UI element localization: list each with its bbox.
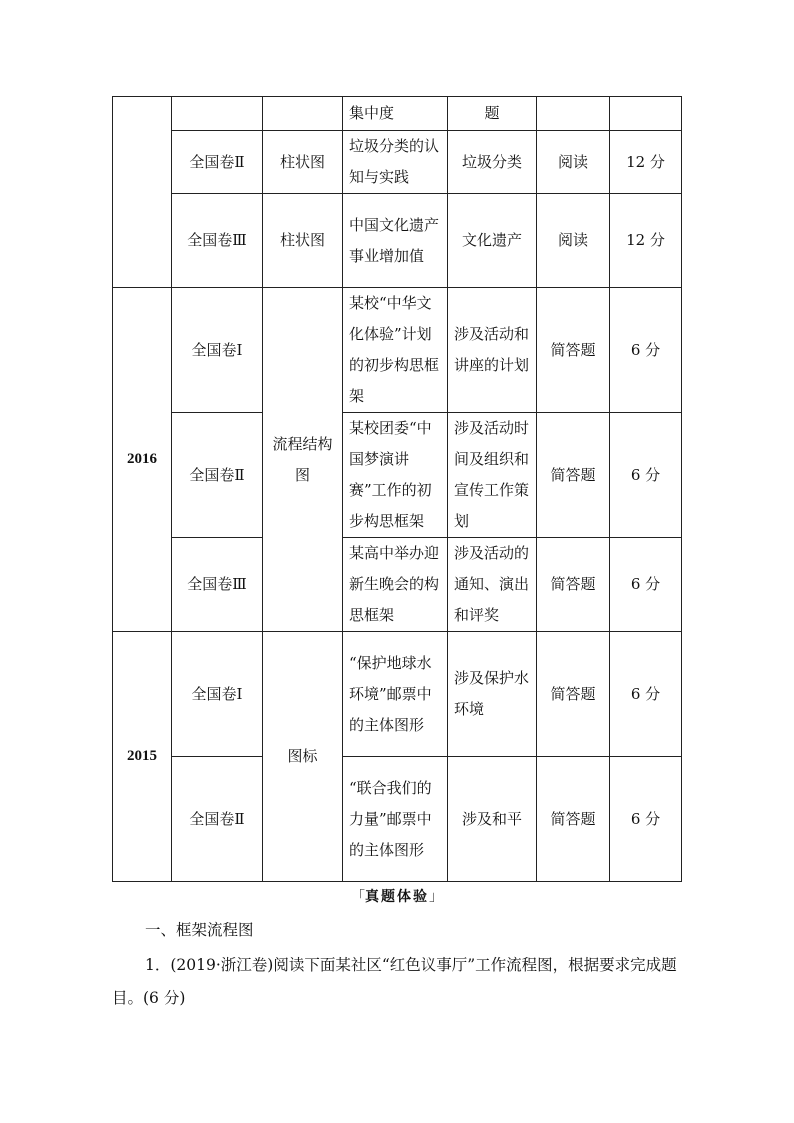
topic-cell: 中国文化遗产事业增加值	[343, 194, 448, 288]
paper-cell: 全国卷Ⅲ	[172, 194, 263, 288]
topic-cell: 某校团委“中国梦演讲赛”工作的初步构思框架	[343, 413, 448, 538]
paper-cell: 全国卷Ⅱ	[172, 413, 263, 538]
question-type-cell: 简答题	[537, 413, 610, 538]
topic-cell: 集中度	[343, 97, 448, 131]
chart-type-cell: 图标	[263, 632, 343, 882]
question-type-cell: 阅读	[537, 194, 610, 288]
table-row	[113, 288, 682, 413]
paper-cell: 全国卷Ⅲ	[172, 538, 263, 632]
scope-cell: 文化遗产	[448, 194, 537, 288]
section-label-text: 真题体验	[365, 889, 429, 905]
topic-cell: “联合我们的力量”邮票中的主体图形	[343, 757, 448, 882]
chart-type-cell: 流程结构图	[263, 288, 343, 632]
paper-cell	[172, 97, 263, 131]
bracket-open: 「	[351, 889, 365, 905]
scope-cell: 涉及活动和讲座的计划	[448, 288, 537, 413]
section-label	[0, 886, 794, 906]
paper-cell: 全国卷Ⅱ	[172, 131, 263, 194]
chart-type-cell: 柱状图	[263, 194, 343, 288]
paper-cell: 全国卷Ⅰ	[172, 288, 263, 413]
question-type-cell: 简答题	[537, 288, 610, 413]
topic-cell: “保护地球水环境”邮票中的主体图形	[343, 632, 448, 757]
score-cell: 6 分	[610, 757, 682, 882]
question-type-cell: 阅读	[537, 131, 610, 194]
year-cell: 2016	[113, 288, 172, 632]
chart-type-cell: 柱状图	[263, 131, 343, 194]
exam-statistics-table	[112, 96, 682, 882]
question-type-cell	[537, 97, 610, 131]
table-row	[113, 757, 682, 882]
score-cell: 6 分	[610, 288, 682, 413]
scope-cell: 垃圾分类	[448, 131, 537, 194]
bracket-close: 」	[429, 889, 443, 905]
topic-cell: 某高中举办迎新生晚会的构思框架	[343, 538, 448, 632]
topic-cell: 某校“中华文化体验”计划的初步构思框架	[343, 288, 448, 413]
scope-cell: 涉及保护水环境	[448, 632, 537, 757]
question-type-cell: 简答题	[537, 632, 610, 757]
table-row	[113, 194, 682, 288]
scope-cell: 涉及活动的通知、演出和评奖	[448, 538, 537, 632]
chart-type-cell	[263, 97, 343, 131]
score-cell: 12 分	[610, 131, 682, 194]
question-type-cell: 简答题	[537, 757, 610, 882]
score-cell: 12 分	[610, 194, 682, 288]
table-row	[113, 131, 682, 194]
paper-cell: 全国卷Ⅰ	[172, 632, 263, 757]
table-row	[113, 97, 682, 131]
score-cell	[610, 97, 682, 131]
section-heading: 一、框架流程图	[145, 921, 254, 939]
year-cell: 2015	[113, 632, 172, 882]
question-type-cell: 简答题	[537, 538, 610, 632]
scope-cell: 涉及和平	[448, 757, 537, 882]
scope-cell: 涉及活动时间及组织和宣传工作策划	[448, 413, 537, 538]
scope-cell: 题	[448, 97, 537, 131]
table-row	[113, 413, 682, 538]
score-cell: 6 分	[610, 413, 682, 538]
year-cell	[113, 97, 172, 288]
score-cell: 6 分	[610, 632, 682, 757]
paper-cell: 全国卷Ⅱ	[172, 757, 263, 882]
question-text: 1．(2019·浙江卷)阅读下面某社区“红色议事厅”工作流程图，根据要求完成题目。(6 分)	[112, 956, 677, 1007]
score-cell: 6 分	[610, 538, 682, 632]
table-row	[113, 538, 682, 632]
topic-cell: 垃圾分类的认知与实践	[343, 131, 448, 194]
table-row	[113, 632, 682, 757]
